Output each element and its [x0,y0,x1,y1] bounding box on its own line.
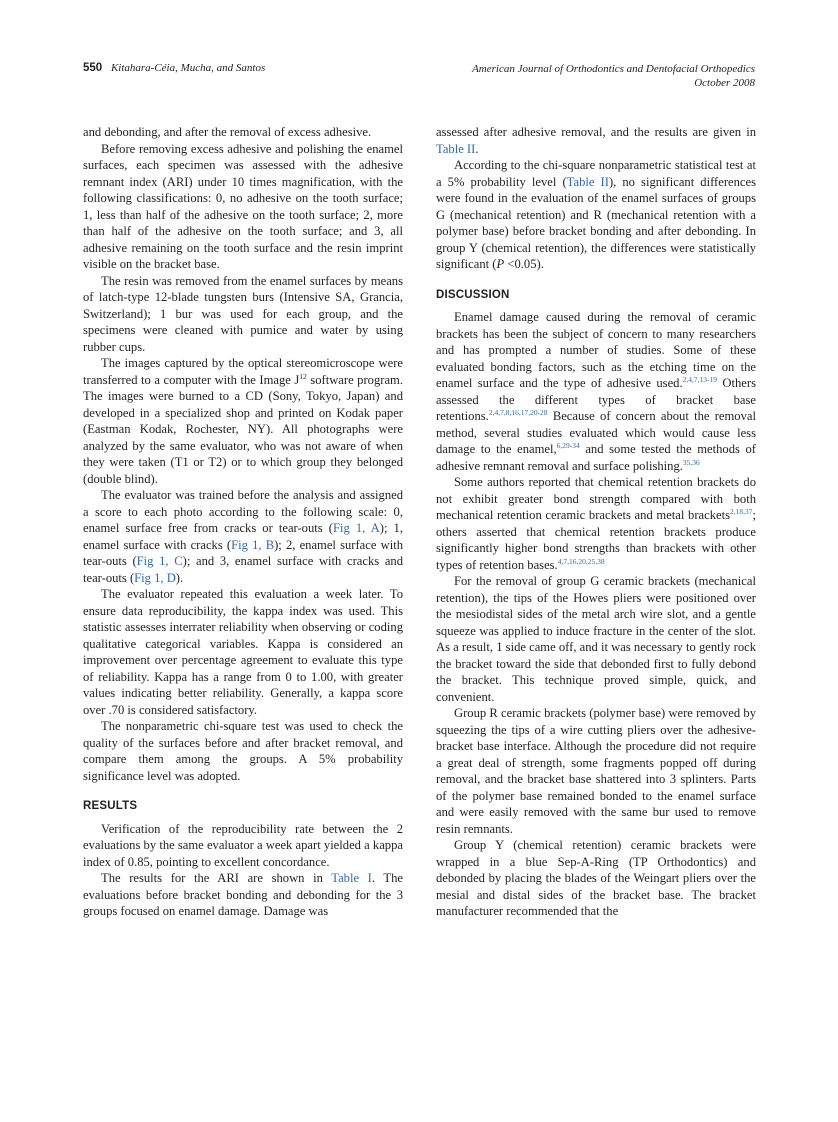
running-header-right [472,62,755,90]
right-column [436,124,756,920]
paragraph: The evaluator repeated this evaluation a week later. To ensure data reproducibility, the kappa index was used. This statistic assesses interrater reliability when observing or coding qualitative categorical variables. Kappa is considered an improvement over percentage agreement to evaluate this type of reliability. Kappa has a range from 0 to 1.00, with greater values indicating better reliability. Generally, a kappa score over .70 is considered satisfactory. [83,587,403,717]
paragraph: For the removal of group G ceramic brackets (mechanical retention), the tips of the Howes pliers were positioned over the mesiodistal sides of the metal arch wire slot, and a gentle squeeze was applied to induce fracture in the center of the slot. As a result, 1 side came off, and it was necessary to gently rock the bracket toward the side that debonded first to fully debond the bracket. This technique proved simple, quick, and convenient. [436,574,756,704]
paragraph: and debonding, and after the removal of excess adhesive. [83,125,372,139]
table-link[interactable]: Table I [331,871,372,885]
text-run: assessed after adhesive removal, and the results are given in [436,125,756,139]
text-run: The images captured by the optical stereomicroscope were transferred to a computer with the Image J [83,356,403,387]
text-run: ). [175,570,184,585]
text-run: Enamel damage caused during the removal of ceramic brackets has been the subject of concern to many researchers and has prompted a number of studies. Some of these evaluated bonding factors, such as the etching time on the enamel surface and the type of adhesive used. [436,310,756,390]
paragraph [83,870,403,920]
text-run: software program. The images were burned to a CD (Sony, Tokyo, Japan) and developed in a specialized shop and printed on Kodak paper (Eastman Kodak, Rochester, NY). All photographs were analyzed by the same evaluator, who was not aware of when they were taken (T1 or T2) or to which group they belonged (double blind). [83,372,403,486]
issue-date: October 2008 [694,77,755,89]
text-run: Some authors reported that chemical retention brackets do not exhibit greater bond strength compared with both mechanical retention ceramic brackets and metal brackets [436,475,756,522]
journal-title: American Journal of Orthodontics and Dentofacial Orthopedics [472,63,755,75]
paragraph [436,124,756,157]
paragraph [83,355,403,487]
p-value-symbol: P [496,257,505,271]
figure-link[interactable]: Fig 1, C [136,554,183,568]
figure-link[interactable]: Fig 1, D [134,570,176,585]
text-run: ; others asserted that chemical retention brackets produce significantly higher bond strengths than brackets with other types of retention bases. [436,508,756,572]
paragraph: The nonparametric chi-square test was used to check the quality of the surfaces before and after bracket removal, and compare them among the groups. A 5% probability significance level was adopted. [83,719,403,783]
running-authors: Kitahara-Céia, Mucha, and Santos [110,62,266,74]
left-column [83,124,403,920]
page-number: 550 [83,62,103,74]
text-run: Others assessed the different types of bracket base retentions. [436,376,756,423]
citation-link[interactable]: 2,4,7,8,16,17,20-28 [488,408,548,417]
paragraph [436,474,756,573]
text-run: ); 1, enamel surface with cracks ( [83,521,403,552]
paragraph: Group Y (chemical retention) ceramic brackets were wrapped in a blue Sep-A-Ring (TP Orthodontics) and debonded by placing the blades of the Weingart pliers over the mesial and distal sides of the bracket base. The bracket manufacturer recommended that the [436,838,756,918]
table-link[interactable]: Table II [566,174,609,189]
paragraph: Verification of the reproducibility rate between the 2 evaluations by the same evaluator a week apart yielded a kappa index of 0.85, pointing to excellent concordance. [83,821,403,869]
paragraph [436,157,756,273]
figure-link[interactable]: Fig 1, A [332,521,380,535]
paragraph: Group R ceramic brackets (polymer base) were removed by squeezing the tips of a wire cutting pliers over the adhesive-bracket base interface. Although the procedure did not require a great deal of strength, some fragments popped off during removal, and the bracket base shattered into 3 splinters. Parts of the polymer base remained bonded to the enamel surface and were easily removed with the same bur used to remove resin remnants. [436,706,756,836]
text-run: The evaluator was trained before the analysis and assigned a score to each photo according to the following scale: 0, enamel surface free from cracks or tear-outs ( [83,488,403,535]
text-run: <0.05). [504,257,544,271]
results-heading: RESULTS [83,800,138,812]
discussion-heading: DISCUSSION [436,288,510,301]
text-run: According to the chi-square nonparametric statistical test at a 5% probability level ( [436,158,756,189]
paragraph: The resin was removed from the enamel surfaces by means of latch-type 12-blade tungsten burs (Intensive SA, Grancia, Switzerland); 1 bur was used for each group, and the specimens were cleaned with pumice and water by using rubber cups. [83,273,403,354]
citation-link[interactable]: 35,36 [682,457,700,467]
paragraph: Before removing excess adhesive and polishing the enamel surfaces, each specimen was assessed with the adhesive remnant index (ARI) under 10 times magnification, with the following classifications: 0, no adhesive on the tooth surface; 1, less than half of the adhesive on the tooth surface; 2, more than half of the adhesive on the tooth surface; and 3, all adhesive remaining on the tooth surface and the resin imprint visible on the bracket base. [83,141,403,271]
citation-link[interactable]: 4,7,16,20,25,38 [557,556,605,566]
citation-link[interactable]: 6,29-34 [556,441,580,450]
text-run: . The evaluations before bracket bonding and debonding for the 3 groups focused on enamel damage. Damage was [83,871,403,918]
text-run: and some tested the methods of adhesive remnant removal and surface polishing. [436,442,756,473]
paragraph [436,309,756,474]
text-run: ); 2, enamel surface with tear-outs ( [83,537,404,568]
text-run: Because of concern about the removal method, several studies evaluated which would cause less damage to the enamel, [436,409,756,456]
text-run: The results for the ARI are shown in [101,871,332,885]
citation-link[interactable]: 2,4,7,13-19 [682,375,717,384]
figure-link[interactable]: Fig 1, B [231,537,275,552]
table-link[interactable]: Table II [436,141,476,156]
citation-link[interactable]: 2,18,37 [730,507,753,516]
text-run: . [475,141,479,156]
reference-superscript: 12 [299,371,307,381]
text-run: ); and 3, enamel surface with cracks and tear-outs ( [83,554,404,585]
text-run: ), no significant differences were found in the evaluation of the enamel surfaces of groups G (mechanical retention) and R (mechanical retention with a polymer base) before bracket bonding and after debonding. In group Y (chemical retention), the differences were statistically significant ( [436,174,757,271]
paragraph [83,487,403,586]
running-header-left [83,62,265,74]
